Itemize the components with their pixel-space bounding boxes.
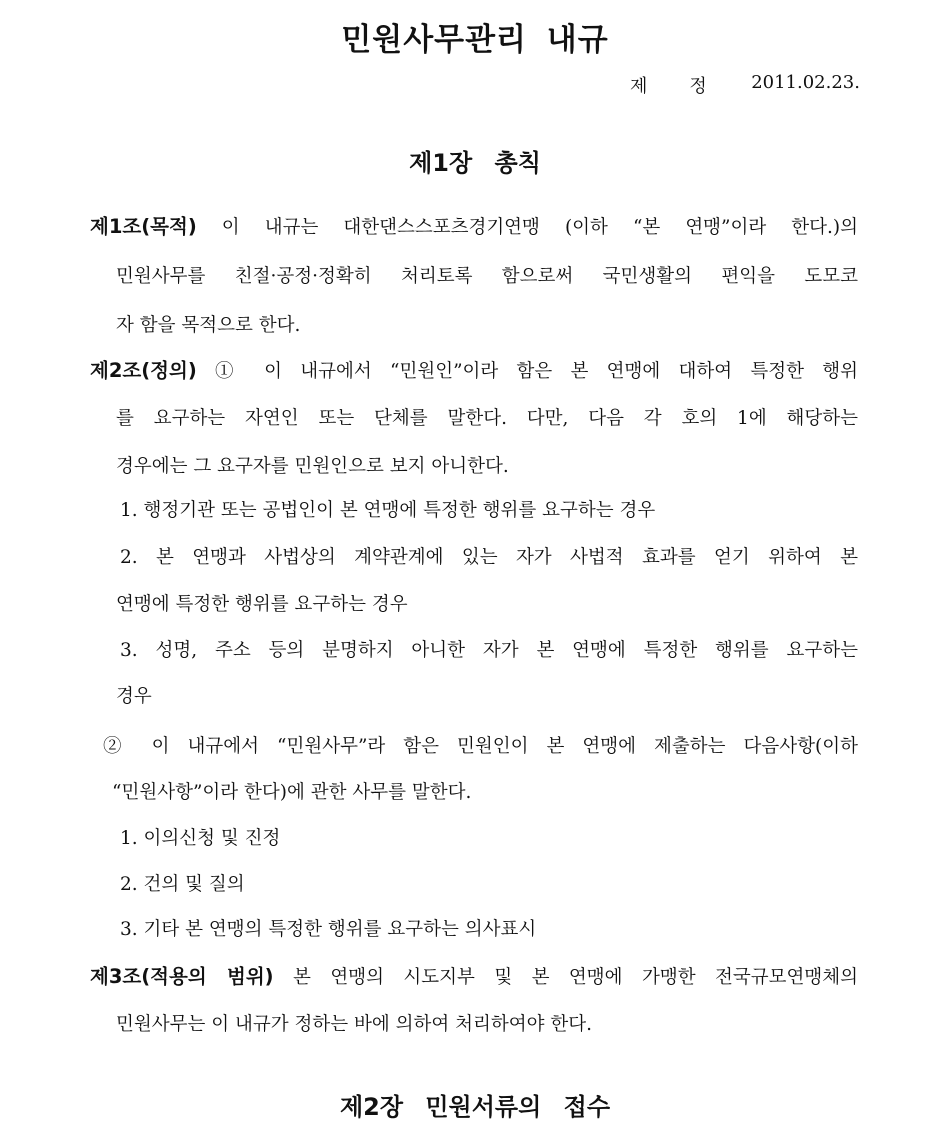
article-2-para-2-item-1: 1. 이의신청 및 진정 <box>120 828 281 849</box>
article-2-para-2-line-1: ② 이 내규에서 “민원사무”라 함은 민원인이 본 연맹에 제출하는 다음사항(이하 <box>103 736 858 757</box>
chapter-2-title: 제2장 민원서류의 접수 <box>339 1093 611 1121</box>
article-2-item-2-line-1: 2. 본 연맹과 사법상의 계약관계에 있는 자가 사법적 효과를 얻기 위하여 본 <box>120 547 858 568</box>
article-2-para-2-item-2: 2. 건의 및 질의 <box>120 874 245 895</box>
article-2-para-2-item-3: 3. 기타 본 연맹의 특정한 행위를 요구하는 의사표시 <box>120 919 537 940</box>
article-3-heading: 제3조(적용의 범위) <box>90 965 274 988</box>
article-3-line-2: 민원사무는 이 내규가 정하는 바에 의하여 처리하여야 한다. <box>116 1014 592 1035</box>
article-2-para-2-line-2: “민원사항”이라 한다)에 관한 사무를 말한다. <box>112 782 472 803</box>
article-1-line-3: 자 함을 목적으로 한다. <box>116 315 301 336</box>
article-1-heading: 제1조(목적) <box>90 215 197 238</box>
document-title: 민원사무관리 내규 <box>341 22 609 58</box>
article-2-item-1: 1. 행정기관 또는 공법인이 본 연맹에 특정한 행위를 요구하는 경우 <box>120 500 656 521</box>
article-2-item-3-line-1: 3. 성명, 주소 등의 분명하지 아니한 자가 본 연맹에 특정한 행위를 요구하는 <box>120 640 858 661</box>
article-3-line-1 <box>90 964 858 991</box>
article-1-line-2: 민원사무를 친절·공정·정확히 처리토록 함으로써 국민생활의 편익을 도모코 <box>116 266 858 287</box>
article-2-text-1: ① 이 내규에서 “민원인”이라 함은 본 연맹에 대하여 특정한 행위 <box>215 361 858 382</box>
article-1-text-1: 이 내규는 대한댄스스포츠경기연맹 (이하 “본 연맹”이라 한다.)의 <box>221 217 858 238</box>
article-2-heading: 제2조(정의) <box>90 359 197 382</box>
article-2-line-2: 를 요구하는 자연인 또는 단체를 말한다. 다만, 다음 각 호의 1에 해당하는 <box>116 408 858 429</box>
article-3-text-1: 본 연맹의 시도지부 및 본 연맹에 가맹한 전국규모연맹체의 <box>293 967 858 988</box>
article-2-line-3: 경우에는 그 요구자를 민원인으로 보지 아니한다. <box>116 456 509 477</box>
enactment-label: 제정 <box>630 76 749 97</box>
article-1-line-1 <box>90 214 858 241</box>
article-2-item-2-line-2: 연맹에 특정한 행위를 요구하는 경우 <box>116 594 408 615</box>
article-2-item-3-line-2: 경우 <box>116 686 152 707</box>
enactment-date: 2011.02.23. <box>751 72 860 93</box>
chapter-1-title: 제1장 총칙 <box>409 149 541 177</box>
article-2-line-1 <box>90 358 858 385</box>
